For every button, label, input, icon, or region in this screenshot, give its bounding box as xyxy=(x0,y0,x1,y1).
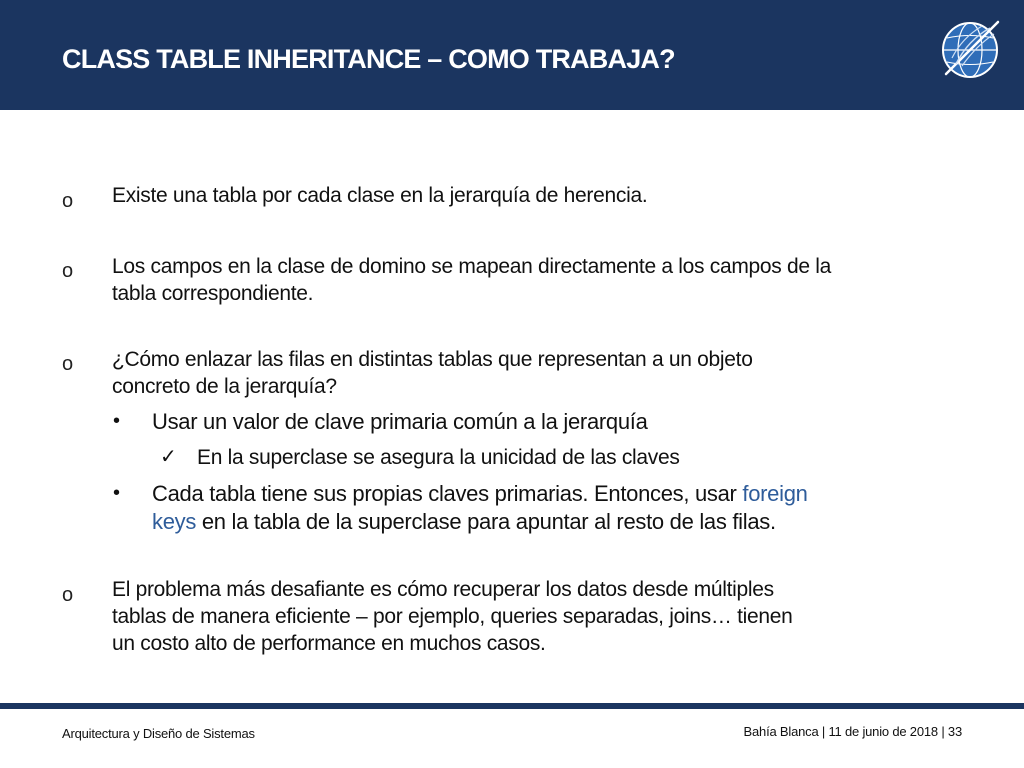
highlight-term: foreign xyxy=(742,481,808,506)
sub-point-text: Cada tabla tiene sus propias claves primarias. Entonces, usar xyxy=(152,481,743,506)
point-line: Existe una tabla por cada clase en la jerarquía de herencia. xyxy=(112,184,648,207)
point-line: tablas de manera eficiente – por ejemplo, queries separadas, joins… tienen xyxy=(112,605,793,628)
checkmark-icon: ✓ xyxy=(160,446,177,468)
point-line: concreto de la jerarquía? xyxy=(112,375,337,398)
footer-divider xyxy=(0,703,1024,709)
sub-point-line xyxy=(152,480,972,508)
slide-title: CLASS TABLE INHERITANCE – COMO TRABAJA? xyxy=(62,44,675,74)
slide-header xyxy=(0,0,1024,110)
point-marker: o xyxy=(62,584,74,606)
sub-point-text: en la tabla de la superclase para apuntar al resto de las filas. xyxy=(196,509,776,534)
point-marker: o xyxy=(62,260,74,282)
point-line: tabla correspondiente. xyxy=(112,282,314,305)
sub-point-line xyxy=(152,508,972,536)
point-4 xyxy=(112,576,972,657)
sub-point-marker: • xyxy=(113,482,121,504)
sub-point-marker: • xyxy=(113,410,121,432)
point-line: ¿Cómo enlazar las filas en distintas tablas que representan a un objeto xyxy=(112,348,753,371)
highlight-term: keys xyxy=(152,509,197,534)
point-line: un costo alto de performance en muchos casos. xyxy=(112,632,546,655)
check-point: En la superclase se asegura la unicidad de las claves xyxy=(197,446,680,469)
point-line: Los campos en la clase de domino se mapean directamente a los campos de la xyxy=(112,255,832,278)
sub-point-1: Usar un valor de clave primaria común a la jerarquía xyxy=(152,409,648,434)
sub-point-2 xyxy=(152,480,972,536)
point-marker: o xyxy=(62,353,74,375)
university-globe-logo-icon xyxy=(938,16,1002,84)
point-2 xyxy=(112,253,972,307)
point-line: El problema más desafiante es cómo recuperar los datos desde múltiples xyxy=(112,578,774,601)
footer-course-name: Arquitectura y Diseño de Sistemas xyxy=(62,726,255,741)
point-1 xyxy=(112,182,972,209)
point-marker: o xyxy=(62,190,74,212)
footer-place-date-page: Bahía Blanca | 11 de junio de 2018 | 33 xyxy=(743,724,962,739)
point-3 xyxy=(112,346,972,400)
